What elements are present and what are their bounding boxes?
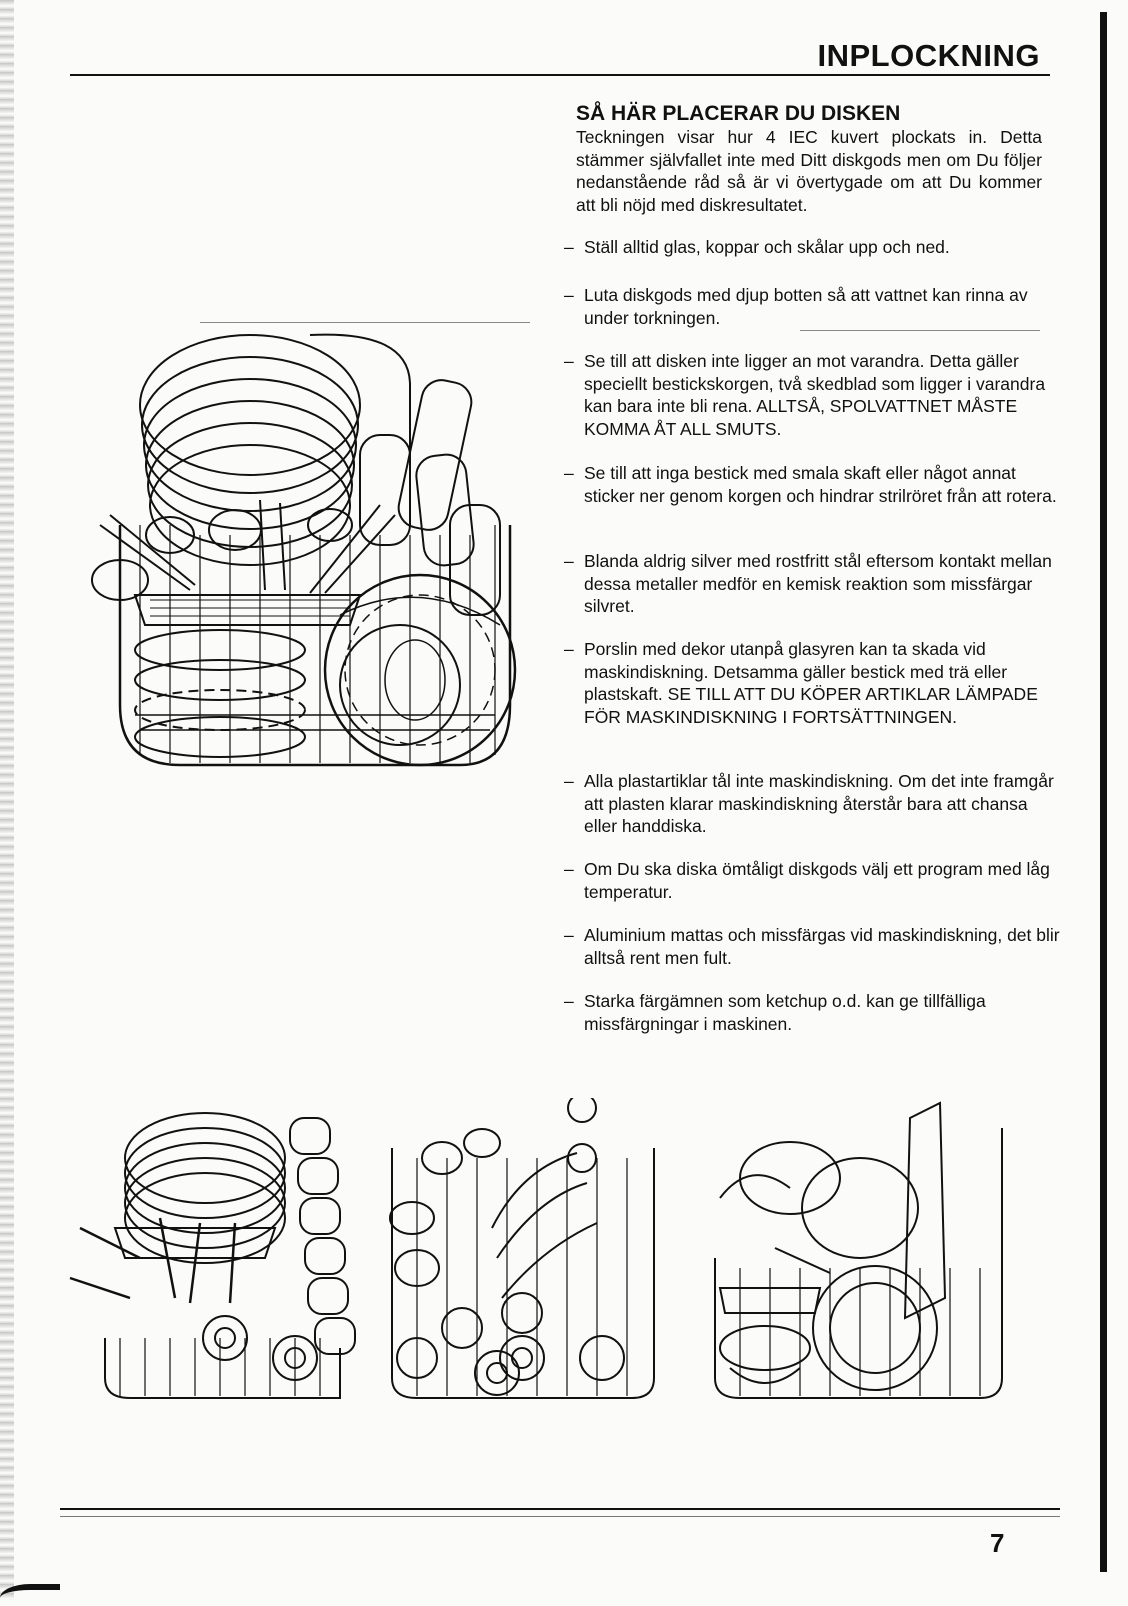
bullet-item: – Alla plastartiklar tål inte maskindiskning. Om det inte framgår att plasten klarar maskindiskning återstår bara att chansa eller handdiska. — [564, 771, 1054, 836]
header-rule — [70, 74, 1050, 76]
scan-edge-left — [0, 0, 14, 1600]
scan-rule — [800, 330, 1040, 331]
bullet-item: – Luta diskgods med djup botten så att vattnet kan rinna av under torkningen. — [564, 285, 1028, 328]
bullet-item: – Blanda aldrig silver med rostfritt stål eftersom kontakt mellan dessa metaller medför en kemisk reaktion som missfärgar silvret. — [564, 551, 1052, 616]
page-title: INPLOCKNING — [817, 38, 1040, 73]
bullet-item: – Se till att disken inte ligger an mot varandra. Detta gäller speciellt bestickskorgen, två skedblad som ligger i varandra kan bara inte bli rena. ALLTSÅ, SPOLVATTNET MÅSTE KOMMA ÅT ALL SMUTS. — [564, 351, 1046, 439]
bullet-item: – Starka färgämnen som ketchup o.d. kan ge tillfälliga missfärgningar i maskinen. — [564, 991, 986, 1034]
bullet-text: Se till att inga bestick med smala skaft eller något annat sticker ner genom korgen och hindrar strilröret från att rotera. — [584, 463, 1057, 506]
bullet-text: Alla plastartiklar tål inte maskindiskning. Om det inte framgår att plasten klarar maskindiskning återstår bara att chansa eller handdiska. — [584, 771, 1054, 836]
bullet-text: Porslin med dekor utanpå glasyren kan ta skada vid maskindiskning. Detsamma gäller bestick med trä eller plastskaft. SE TILL ATT DU KÖPER ARTIKLAR LÄMPADE FÖR MASKINDISKNING I FORTSÄTTNINGEN. — [584, 639, 1038, 727]
bullet-text: Om Du ska diska ömtåligt diskgods välj ett program med låg temperatur. — [584, 859, 1050, 902]
bullet-text: Ställ alltid glas, koppar och skålar upp och ned. — [584, 237, 950, 257]
bullet-item: – Ställ alltid glas, koppar och skålar upp och ned. — [564, 237, 950, 257]
intro-paragraph: Teckningen visar hur 4 IEC kuvert plockats in. Detta stämmer självfallet inte med Ditt diskgods men om Du följer nedanstående råd så är vi övertygade om att Du kommer att bli nöjd med diskresultatet. — [576, 127, 1042, 215]
rack-illustration-bowls — [372, 1098, 672, 1418]
bullet-text: Aluminium mattas och missfärgas vid maskindiskning, det blir alltså rent men fult. — [584, 925, 1060, 968]
scan-rule — [200, 322, 530, 323]
footer-rule-thin — [60, 1516, 1060, 1517]
rack-illustration-plates — [60, 1098, 360, 1418]
bullet-text: Starka färgämnen som ketchup o.d. kan ge tillfälliga missfärgningar i maskinen. — [584, 991, 986, 1034]
bullet-text: Luta diskgods med djup botten så att vattnet kan rinna av under torkningen. — [584, 285, 1028, 328]
scan-edge-right — [1100, 12, 1107, 1572]
bullet-item: – Aluminium mattas och missfärgas vid maskindiskning, det blir alltså rent men fult. — [564, 925, 1060, 968]
bullet-item: – Om Du ska diska ömtåligt diskgods välj ett program med låg temperatur. — [564, 859, 1050, 902]
footer-rule — [60, 1508, 1060, 1510]
page-number: 7 — [990, 1528, 1005, 1558]
bullet-text: Se till att disken inte ligger an mot varandra. Detta gäller speciellt bestickskorgen, två skedblad som ligger i varandra kan bara inte bli rena. ALLTSÅ, SPOLVATTNET MÅSTE KOMMA ÅT ALL SMUTS. — [584, 351, 1046, 439]
bullet-text: Blanda aldrig silver med rostfritt stål eftersom kontakt mellan dessa metaller medför en kemisk reaktion som missfärgar silvret. — [584, 551, 1052, 616]
bullet-item: – Porslin med dekor utanpå glasyren kan ta skada vid maskindiskning. Detsamma gäller bestick med trä eller plastskaft. SE TILL ATT DU KÖPER ARTIKLAR LÄMPADE FÖR MASKINDISKNING I FORTSÄTTNINGEN. — [564, 639, 1038, 727]
lower-rack-illustration — [80, 325, 530, 775]
scan-corner — [0, 1584, 60, 1606]
section-heading: SÅ HÄR PLACERAR DU DISKEN — [576, 102, 901, 125]
bullet-item: – Se till att inga bestick med smala skaft eller något annat sticker ner genom korgen och hindrar strilröret från att rotera. — [564, 463, 1057, 506]
rack-illustration-pots — [690, 1098, 1020, 1418]
